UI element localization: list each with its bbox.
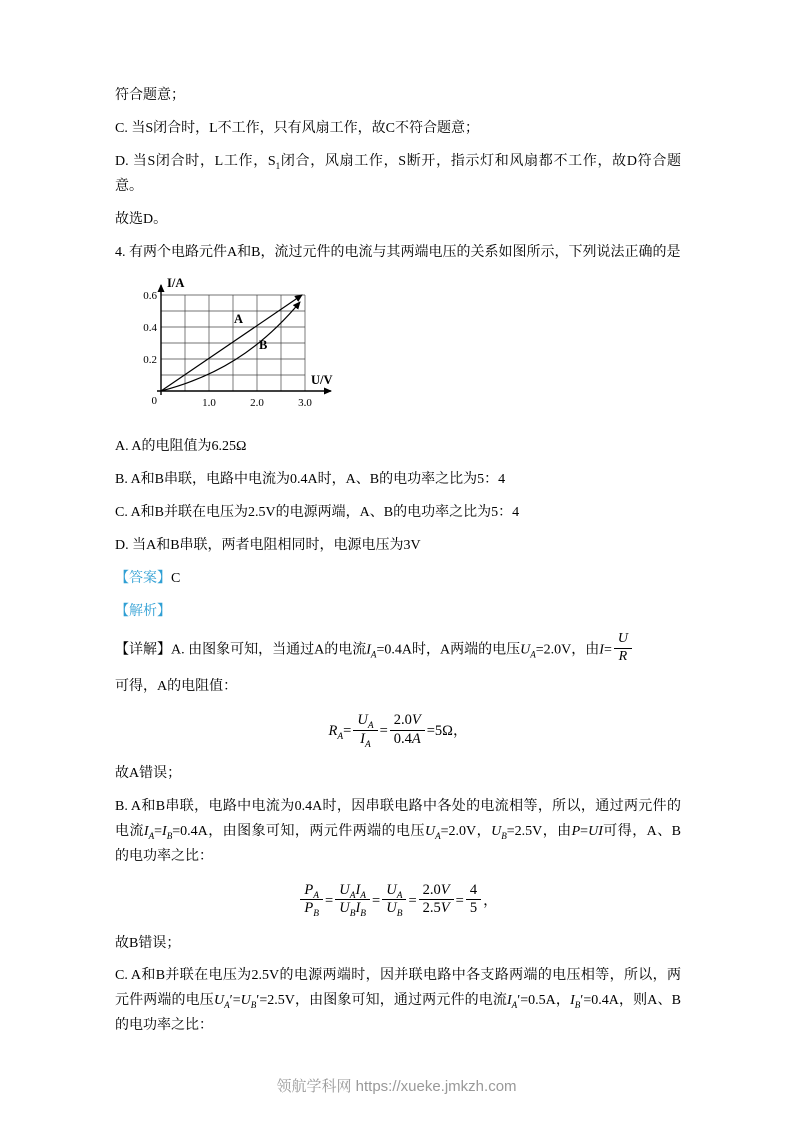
x-tick-0: 0 [151, 395, 157, 408]
analysis-label: 【解析】 [115, 603, 171, 619]
text-line-option-c-prev: C. 当S闭合时，L不工作，只有风扇工作，故C不符合题意； [115, 120, 480, 136]
question-stem: 4. 有两个电路元件A和B，流过元件的电流与其两端电压的关系如图所示，下列说法正确的是 [115, 244, 681, 260]
detail-a-line1: 【详解】A. 由图象可知，当通过A的电流$I_A=0.4A$时，A两端的电压$U_A=2.0V$，由I= $\frac{U}{R}$ [115, 633, 681, 668]
detail-c-paragraph: C. A和B并联在电压为2.5V的电源两端时，因并联电路中各支路两端的电压相等，所以，两元件两端的电压$U_A'=U_B'=2.5V$，由图象可知，通过两元件的电流$I_A'=0.5A$，$I_B'=0.4A$，则A、B的电功率之比： [115, 968, 681, 1034]
curve-b [161, 302, 300, 391]
x-tick-2: 2.0 [250, 397, 264, 410]
analysis-line [115, 600, 681, 625]
x-tick-3: 3.0 [298, 397, 312, 410]
option-d: D. 当A和B串联，两者电阻相同时，电源电压为3V [115, 538, 421, 554]
detail-a-line2: 可得，A的电阻值： [115, 679, 238, 695]
iv-graph-svg [127, 273, 367, 425]
y-axis-label: I/A [167, 276, 185, 291]
option-a: A. A的电阻值为6.25Ω [115, 439, 247, 455]
y-tick-0-6: 0.6 [143, 290, 157, 303]
formula-power-ratio: $\frac{P_A}{P_B}$ = $\frac{U_AI_A}{U_BI_B}$ = $\frac{U_A}{U_B}$ = $\frac{2.0V}{2.5V}$ = $\frac{4}{5}$ ， [115, 884, 681, 920]
option-b: B. A和B串联，电路中电流为0.4A时，A、B的电功率之比为5：4 [115, 472, 506, 488]
y-tick-0-4: 0.4 [143, 322, 157, 335]
answer-line [115, 567, 681, 592]
detail-b-paragraph: B. A和B串联，电路中电流为0.4A时，因串联电路中各处的电流相等，所以，通过两元件的电流$I_A=I_B=0.4A$，由图象可知，两元件两端的电压$U_A=2.0V$，$U_B=2.5V$，由P=UI可得，A、B的电功率之比： [115, 799, 681, 864]
text-line-answer-prev: 故选D。 [115, 211, 168, 227]
document-content [115, 84, 681, 1047]
formula-resistance: $R_A=$ $\frac{U_A}{I_A}$ = $\frac{2.0V}{0.4A}$ =5Ω， [328, 712, 468, 750]
option-c: C. A和B并联在电压为2.5V的电源两端，A、B的电功率之比为5：4 [115, 505, 520, 521]
text-line-option-d-prev: D. 当S闭合时，L工作，$S_1$闭合，风扇工作，S断开，指示灯和风扇都不工作，故D符合题意。 [115, 153, 681, 194]
y-tick-0-2: 0.2 [143, 354, 157, 367]
detail-b-conclusion: 故B错误； [115, 935, 181, 951]
curve-a-label: A [234, 312, 244, 327]
answer-label: 【答案】 [115, 571, 171, 587]
answer-value: C [171, 571, 181, 587]
footer-watermark-link[interactable]: 领航学科网 https://xueke.jmkzh.com [276, 1078, 517, 1095]
curve-b-label: B [259, 338, 268, 353]
text-line-continuation: 符合题意； [115, 88, 185, 103]
x-tick-1: 1.0 [202, 397, 216, 410]
detail-a-conclusion: 故A错误； [115, 766, 182, 782]
iv-graph [127, 273, 681, 425]
x-axis-label: U/V [311, 373, 333, 388]
